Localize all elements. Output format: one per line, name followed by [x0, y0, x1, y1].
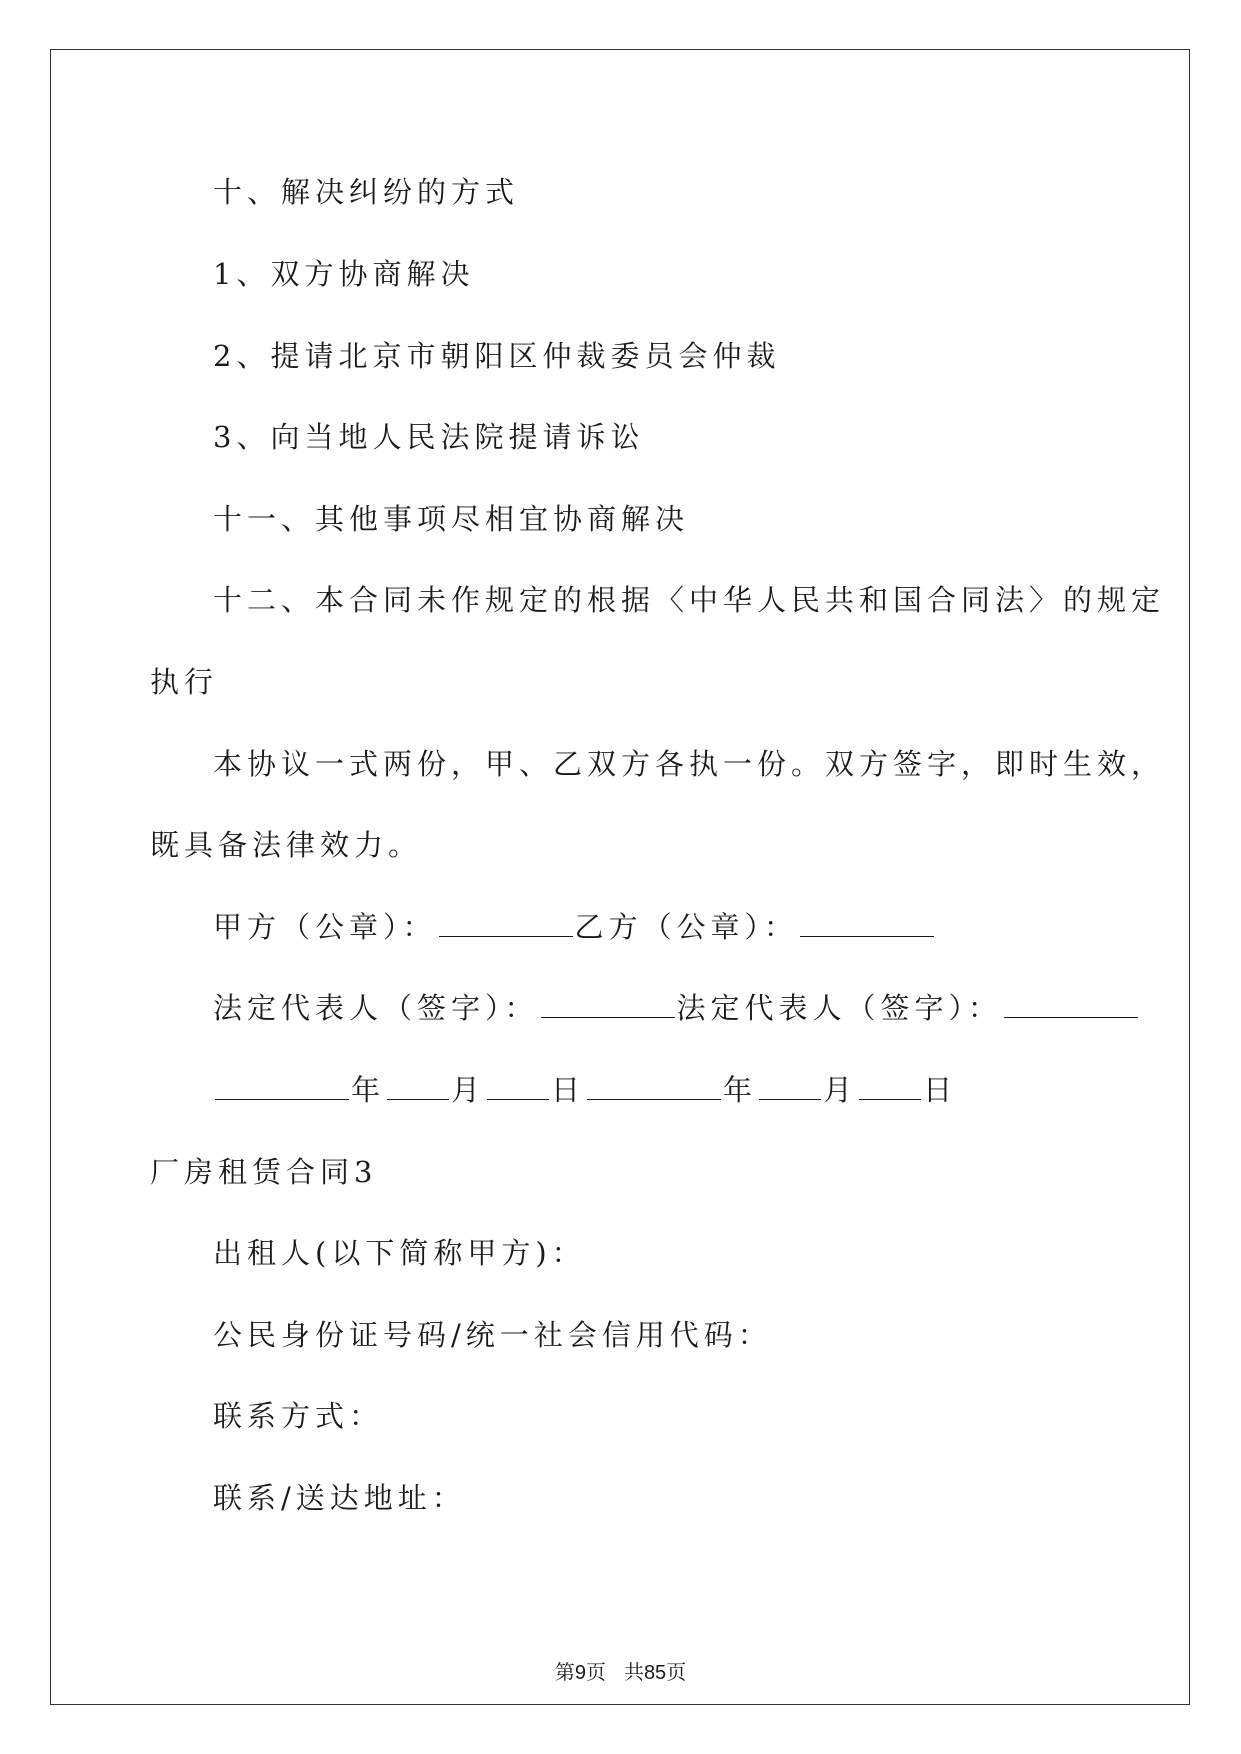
section-12-line-1: 十二、本合同未作规定的根据〈中华人民共和国合同法〉的规定 [213, 583, 1166, 617]
total-prefix: 共 [623, 1660, 644, 1684]
total-pages: 85 [643, 1662, 667, 1684]
clause-2: 2、提请北京市朝阳区仲裁委员会仲裁 [213, 339, 781, 373]
agreement-line-1: 本协议一式两份，甲、乙双方各执一份。双方签字，即时生效， [213, 747, 1166, 781]
section-10-heading: 十、解决纠纷的方式 [213, 175, 520, 209]
year-a-blank [215, 1073, 349, 1100]
year-b-blank [587, 1073, 721, 1100]
year-b-label: 年 [723, 1073, 758, 1107]
month-a-label: 月 [451, 1073, 486, 1107]
party-a-seal-label: 甲方（公章）： [213, 910, 437, 944]
party-a-seal-blank [439, 910, 573, 937]
day-a-label: 日 [551, 1073, 586, 1107]
page-footer [0, 1660, 1241, 1685]
total-suffix: 页 [666, 1660, 687, 1684]
representative-line [213, 990, 1140, 1026]
page-border [50, 49, 1190, 1705]
lessor-label: 出租人(以下简称甲方)： [213, 1236, 586, 1270]
section-12-line-2: 执行 [150, 665, 219, 699]
year-a-label: 年 [351, 1073, 386, 1107]
day-a-blank [487, 1073, 549, 1100]
clause-3: 3、向当地人民法院提请诉讼 [213, 420, 645, 454]
party-b-seal-blank [800, 910, 934, 937]
page-prefix: 第 [554, 1660, 575, 1684]
month-b-blank [759, 1073, 821, 1100]
month-b-label: 月 [823, 1073, 858, 1107]
day-b-label: 日 [923, 1073, 958, 1107]
contract-section-title: 厂房租赁合同3 [150, 1155, 378, 1189]
month-a-blank [387, 1073, 449, 1100]
day-b-blank [859, 1073, 921, 1100]
agreement-line-2: 既具备法律效力。 [150, 828, 423, 862]
rep-a-label: 法定代表人（签字）： [213, 991, 539, 1025]
rep-b-label: 法定代表人（签字）： [676, 991, 1003, 1025]
section-11-heading: 十一、其他事项尽相宜协商解决 [213, 502, 690, 536]
page-number: 9 [574, 1662, 586, 1684]
contact-label: 联系方式： [213, 1399, 384, 1433]
rep-b-blank [1004, 991, 1138, 1018]
page-suffix: 页 [585, 1660, 606, 1684]
seal-line [213, 909, 936, 945]
id-code-label: 公民身份证号码/统一社会信用代码： [213, 1318, 772, 1352]
clause-1: 1、双方协商解决 [213, 257, 475, 291]
date-line [213, 1072, 957, 1108]
address-label: 联系/送达地址： [213, 1481, 466, 1515]
party-b-seal-label: 乙方（公章）： [574, 910, 799, 944]
rep-a-blank [541, 991, 675, 1018]
